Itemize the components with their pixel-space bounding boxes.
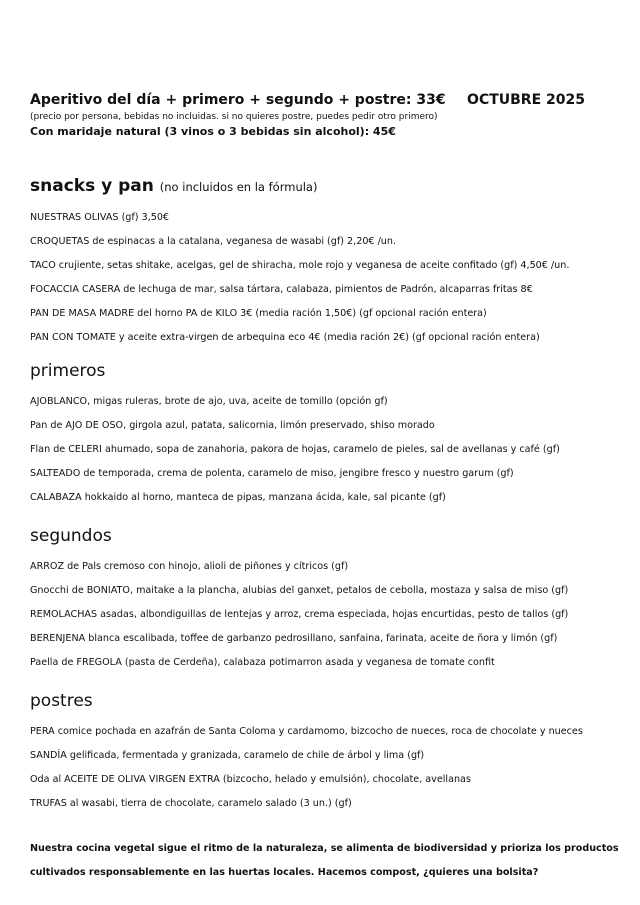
menu-item: FOCACCIA CASERA de lechuga de mar, salsa tártara, calabaza, pimientos de Padrón, alcaparras fritas 8€ [30,284,533,295]
footer-line-2: cultivados responsablemente en las huertas locales. Hacemos compost, ¿quieres una bolsita? [30,867,539,878]
menu-item: SALTEADO de temporada, crema de polenta, caramelo de miso, jengibre fresco y nuestro garum (gf) [30,468,514,479]
section-title-segundos: segundos [30,526,112,546]
formula-line [30,90,585,110]
menu-item: AJOBLANCO, migas ruleras, brote de ajo, uva, aceite de tomillo (opción gf) [30,396,388,407]
menu-item: Pan de AJO DE OSO, girgola azul, patata, salicornia, limón preservado, shiso morado [30,420,435,431]
menu-item: REMOLACHAS asadas, albondiguillas de lentejas y arroz, crema especiada, hojas encurtidas, pesto de tallos (gf) [30,609,569,620]
menu-item: NUESTRAS OLIVAS (gf) 3,50€ [30,212,170,223]
section-snacks [30,175,620,350]
menu-item: Gnocchi de BONIATO, maitake a la plancha, alubias del ganxet, petalos de cebolla, mostaza y salsa de miso (gf) [30,585,569,596]
pairing-price: Con maridaje natural (3 vinos o 3 bebidas sin alcohol): 45€ [30,125,396,138]
menu-item: PAN CON TOMATE y aceite extra-virgen de arbequina eco 4€ (media ración 2€) (gf opcional ración entera) [30,332,540,343]
menu-item: CROQUETAS de espinacas a la catalana, veganesa de wasabi (gf) 2,20€ /un. [30,236,397,247]
section-segundos [30,525,620,675]
section-title-primeros: primeros [30,361,106,381]
footer-line-1: Nuestra cocina vegetal sigue el ritmo de la naturaleza, se alimenta de biodiversidad y prioriza los productos [30,843,619,854]
menu-month: OCTUBRE 2025 [467,92,585,108]
menu-item: SANDÍA gelificada, fermentada y granizada, caramelo de chile de árbol y lima (gf) [30,750,425,761]
snacks-title: snacks y pan [30,176,154,196]
section-title-postres: postres [30,691,93,711]
formula-price: Aperitivo del día + primero + segundo + postre: 33€ [30,92,446,108]
menu-item: ARROZ de Pals cremoso con hinojo, alioli de piñones y cítricos (gf) [30,561,349,572]
menu-item: PAN DE MASA MADRE del horno PA de KILO 3€ (media ración 1,50€) (gf opcional ración entera) [30,308,487,319]
section-primeros [30,360,620,510]
menu-item: TACO crujiente, setas shitake, acelgas, gel de shiracha, mole rojo y veganesa de aceite confitado (gf) 4,50€ /un. [30,260,570,271]
menu-item: TRUFAS al wasabi, tierra de chocolate, caramelo salado (3 un.) (gf) [30,798,352,809]
snacks-subtitle: (no incluidos en la fórmula) [159,180,318,194]
menu-item: Paella de FREGOLA (pasta de Cerdeña), calabaza potimarron asada y veganesa de tomate confit [30,657,495,668]
menu-item: PERA comice pochada en azafrán de Santa Coloma y cardamomo, bizcocho de nueces, roca de chocolate y nueces [30,726,583,737]
price-note: (precio por persona, bebidas no incluidas. si no quieres postre, puedes pedir otro primero) [30,112,438,122]
menu-item: Flan de CELERI ahumado, sopa de zanahoria, pakora de hojas, caramelo de pieles, sal de avellanas y café (gf) [30,444,560,455]
menu-header [30,90,585,140]
menu-item: BERENJENA blanca escalibada, toffee de garbanzo pedrosillano, sanfaina, farinata, aceite de ñora y limón (gf) [30,633,558,644]
menu-item: Oda al ACEITE DE OLIVA VIRGEN EXTRA (bizcocho, helado y emulsión), chocolate, avellanas [30,774,471,785]
menu-item: CALABAZA hokkaido al horno, manteca de pipas, manzana ácida, kale, sal picante (gf) [30,492,446,503]
section-title-snacks [30,175,620,198]
sustainability-note [30,837,620,885]
section-postres [30,690,620,816]
